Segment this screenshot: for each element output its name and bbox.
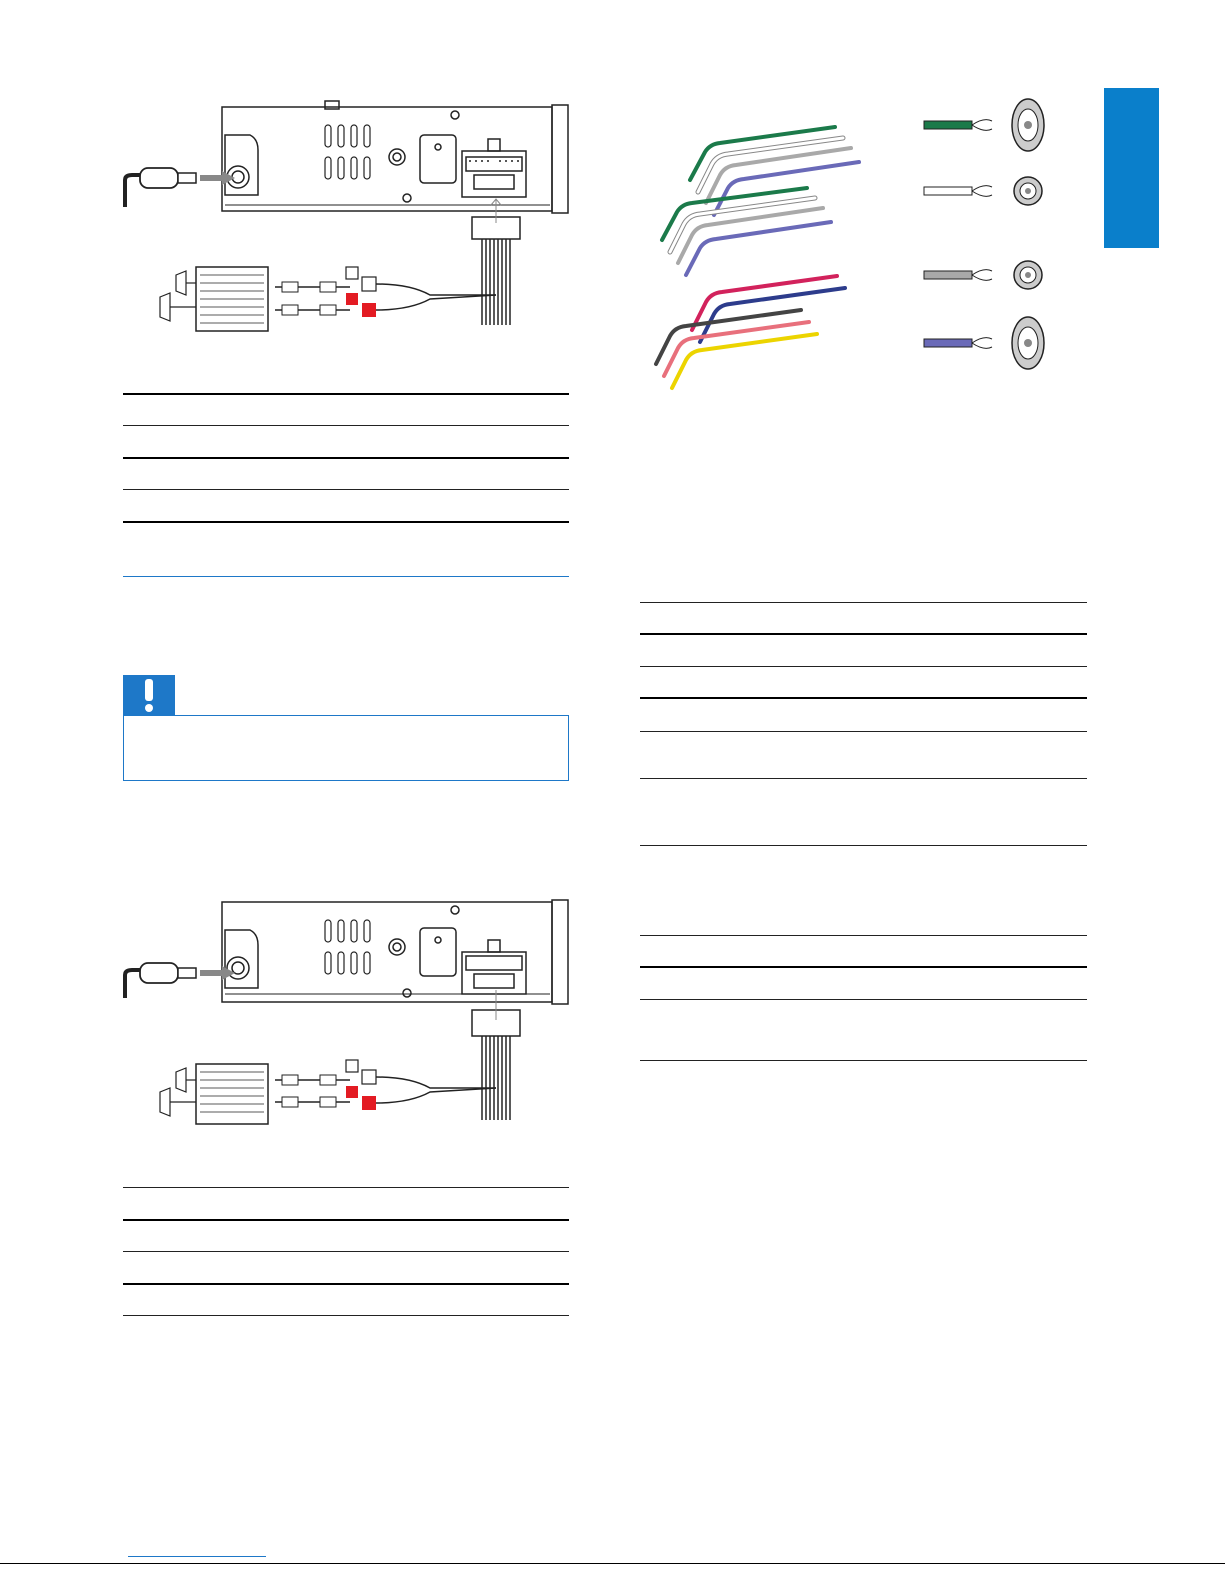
caution-badge	[123, 675, 175, 715]
speaker-rear-right	[924, 317, 1044, 369]
table-rule	[640, 731, 1087, 732]
table-rule	[123, 393, 569, 395]
rca-cables	[275, 1060, 496, 1110]
wiring-harness	[472, 199, 520, 325]
table-rule	[640, 845, 1087, 846]
amplifier-icon	[160, 267, 268, 331]
language-tab	[1104, 88, 1159, 248]
wiring-harness	[472, 990, 520, 1120]
table-rule	[123, 457, 569, 459]
antenna-plug-icon	[125, 963, 235, 998]
table-rule	[123, 1283, 569, 1285]
table-rule	[640, 633, 1087, 635]
table-rule	[640, 966, 1087, 968]
speaker-terminals	[920, 95, 1060, 375]
rear-panel-diagram-2	[110, 890, 590, 1130]
head-unit-chassis	[222, 101, 568, 213]
rca-cables	[275, 267, 496, 317]
caution-box	[123, 715, 569, 781]
table-rule	[640, 697, 1087, 699]
table-rule	[123, 521, 569, 523]
footer-accent-line	[128, 1556, 266, 1557]
table-rule	[123, 1187, 569, 1188]
table-rule	[123, 1315, 569, 1316]
rear-panel-diagram-1	[110, 95, 590, 335]
speaker-rear-left	[924, 261, 1042, 289]
section-divider	[123, 576, 569, 577]
table-rule	[640, 778, 1087, 779]
table-rule	[640, 1060, 1087, 1061]
speaker-front-left	[924, 99, 1044, 151]
head-unit-chassis	[222, 900, 568, 1004]
speaker-wires	[656, 127, 859, 388]
table-rule	[123, 1251, 569, 1252]
exclamation-icon	[123, 675, 175, 715]
table-rule	[123, 425, 569, 426]
table-rule	[640, 935, 1087, 936]
antenna-plug-icon	[125, 168, 235, 207]
table-rule	[123, 1219, 569, 1221]
speaker-front-right	[924, 177, 1042, 205]
table-rule	[640, 666, 1087, 667]
table-rule	[123, 489, 569, 490]
footer-rule	[0, 1563, 1225, 1564]
table-rule	[640, 999, 1087, 1000]
table-rule	[640, 602, 1087, 603]
amplifier-icon	[160, 1064, 268, 1124]
